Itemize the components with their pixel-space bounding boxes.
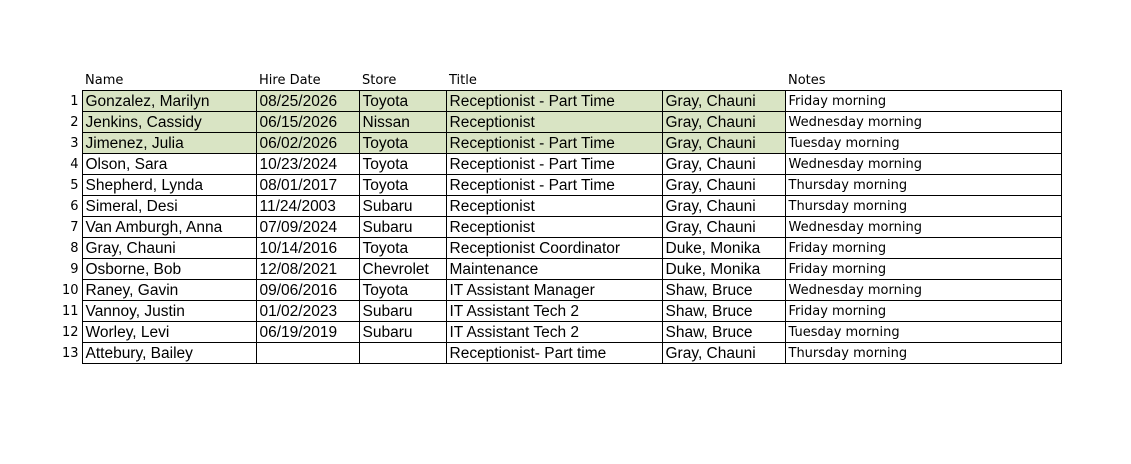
supervisor-cell[interactable]: Shaw, Bruce <box>662 301 785 322</box>
name-cell[interactable]: Gonzalez, Marilyn <box>82 91 256 112</box>
supervisor-cell[interactable]: Gray, Chauni <box>662 175 785 196</box>
name-header: Name <box>85 73 124 88</box>
store-cell[interactable] <box>359 343 446 364</box>
hire-date-header: Hire Date <box>259 73 321 88</box>
notes-cell[interactable]: Wednesday morning <box>785 112 1061 133</box>
supervisor-cell[interactable]: Shaw, Bruce <box>662 322 785 343</box>
title-cell[interactable]: IT Assistant Tech 2 <box>446 301 662 322</box>
supervisor-header <box>662 72 785 91</box>
store-cell[interactable]: Nissan <box>359 112 446 133</box>
name-cell[interactable]: Jimenez, Julia <box>82 133 256 154</box>
table-row <box>58 238 1061 259</box>
title-header: Title <box>449 73 477 88</box>
store-cell[interactable]: Toyota <box>359 280 446 301</box>
store-cell[interactable]: Chevrolet <box>359 259 446 280</box>
title-cell[interactable]: Receptionist - Part Time <box>446 154 662 175</box>
hire-date-cell[interactable]: 11/24/2003 <box>256 196 359 217</box>
notes-cell[interactable]: Friday morning <box>785 238 1061 259</box>
row-number[interactable]: 13 <box>61 345 79 361</box>
notes-cell[interactable]: Thursday morning <box>785 196 1061 217</box>
table-row <box>58 301 1061 322</box>
name-cell[interactable]: Worley, Levi <box>82 322 256 343</box>
hire-date-cell[interactable]: 07/09/2024 <box>256 217 359 238</box>
row-number[interactable]: 4 <box>70 156 79 172</box>
hire-date-cell[interactable]: 06/19/2019 <box>256 322 359 343</box>
store-cell[interactable]: Toyota <box>359 154 446 175</box>
store-cell[interactable]: Subaru <box>359 322 446 343</box>
title-cell[interactable]: Receptionist <box>446 196 662 217</box>
supervisor-cell[interactable]: Duke, Monika <box>662 238 785 259</box>
hire-date-cell[interactable] <box>256 343 359 364</box>
employee-table-container <box>58 72 1062 364</box>
supervisor-cell[interactable]: Gray, Chauni <box>662 154 785 175</box>
name-cell[interactable]: Jenkins, Cassidy <box>82 112 256 133</box>
notes-cell[interactable]: Tuesday morning <box>785 322 1061 343</box>
hire-date-cell[interactable]: 06/02/2026 <box>256 133 359 154</box>
store-cell[interactable]: Subaru <box>359 301 446 322</box>
row-number[interactable]: 3 <box>70 135 79 151</box>
hire-date-cell[interactable]: 06/15/2026 <box>256 112 359 133</box>
hire-date-cell[interactable]: 09/06/2016 <box>256 280 359 301</box>
title-cell[interactable]: Receptionist Coordinator <box>446 238 662 259</box>
hire-date-cell[interactable]: 01/02/2023 <box>256 301 359 322</box>
supervisor-cell[interactable]: Gray, Chauni <box>662 343 785 364</box>
store-cell[interactable]: Toyota <box>359 238 446 259</box>
notes-cell[interactable]: Wednesday morning <box>785 217 1061 238</box>
store-cell[interactable]: Toyota <box>359 91 446 112</box>
name-cell[interactable]: Simeral, Desi <box>82 196 256 217</box>
notes-cell[interactable]: Wednesday morning <box>785 154 1061 175</box>
title-cell[interactable]: IT Assistant Manager <box>446 280 662 301</box>
name-cell[interactable]: Vannoy, Justin <box>82 301 256 322</box>
supervisor-cell[interactable]: Gray, Chauni <box>662 91 785 112</box>
name-cell[interactable]: Gray, Chauni <box>82 238 256 259</box>
table-row <box>58 280 1061 301</box>
name-cell[interactable]: Osborne, Bob <box>82 259 256 280</box>
supervisor-cell[interactable]: Gray, Chauni <box>662 112 785 133</box>
table-row <box>58 217 1061 238</box>
hire-date-cell[interactable]: 08/01/2017 <box>256 175 359 196</box>
title-cell[interactable]: IT Assistant Tech 2 <box>446 322 662 343</box>
notes-header: Notes <box>788 73 826 88</box>
notes-cell[interactable]: Friday morning <box>785 91 1061 112</box>
row-number-header <box>58 72 82 91</box>
title-cell[interactable]: Receptionist - Part Time <box>446 91 662 112</box>
row-number[interactable]: 8 <box>70 240 79 256</box>
hire-date-cell[interactable]: 10/14/2016 <box>256 238 359 259</box>
title-cell[interactable]: Receptionist - Part Time <box>446 175 662 196</box>
notes-cell[interactable]: Tuesday morning <box>785 133 1061 154</box>
store-cell[interactable]: Subaru <box>359 196 446 217</box>
name-cell[interactable]: Shepherd, Lynda <box>82 175 256 196</box>
title-cell[interactable]: Receptionist <box>446 112 662 133</box>
name-cell[interactable]: Raney, Gavin <box>82 280 256 301</box>
supervisor-cell[interactable]: Duke, Monika <box>662 259 785 280</box>
table-row <box>58 91 1061 112</box>
hire-date-cell[interactable]: 12/08/2021 <box>256 259 359 280</box>
row-number[interactable]: 5 <box>70 177 79 193</box>
notes-cell[interactable]: Wednesday morning <box>785 280 1061 301</box>
table-row <box>58 175 1061 196</box>
store-cell[interactable]: Toyota <box>359 133 446 154</box>
title-cell[interactable]: Receptionist <box>446 217 662 238</box>
hire-date-cell[interactable]: 08/25/2026 <box>256 91 359 112</box>
title-cell[interactable]: Maintenance <box>446 259 662 280</box>
table-row <box>58 133 1061 154</box>
title-cell[interactable]: Receptionist- Part time <box>446 343 662 364</box>
row-number[interactable]: 12 <box>61 324 79 340</box>
table-row <box>58 154 1061 175</box>
hire-date-cell[interactable]: 10/23/2024 <box>256 154 359 175</box>
row-number[interactable]: 9 <box>70 261 79 277</box>
table-row <box>58 259 1061 280</box>
table-row <box>58 322 1061 343</box>
name-cell[interactable]: Van Amburgh, Anna <box>82 217 256 238</box>
row-number[interactable]: 1 <box>70 93 79 109</box>
title-cell[interactable]: Receptionist - Part Time <box>446 133 662 154</box>
store-cell[interactable]: Toyota <box>359 175 446 196</box>
notes-cell[interactable]: Friday morning <box>785 259 1061 280</box>
table-row <box>58 112 1061 133</box>
notes-cell[interactable]: Friday morning <box>785 301 1061 322</box>
row-number[interactable]: 2 <box>70 114 79 130</box>
store-cell[interactable]: Subaru <box>359 217 446 238</box>
row-number[interactable]: 6 <box>70 198 79 214</box>
store-header: Store <box>362 73 397 88</box>
row-number[interactable]: 10 <box>61 282 79 298</box>
table-row <box>58 343 1061 364</box>
header-row <box>58 72 1061 91</box>
supervisor-cell[interactable]: Gray, Chauni <box>662 196 785 217</box>
notes-cell[interactable]: Thursday morning <box>785 175 1061 196</box>
employee-table <box>58 72 1062 364</box>
name-cell[interactable]: Olson, Sara <box>82 154 256 175</box>
supervisor-cell[interactable]: Shaw, Bruce <box>662 280 785 301</box>
notes-cell[interactable]: Thursday morning <box>785 343 1061 364</box>
row-number[interactable]: 11 <box>61 303 79 319</box>
name-cell[interactable]: Attebury, Bailey <box>82 343 256 364</box>
row-number[interactable]: 7 <box>70 219 79 235</box>
supervisor-cell[interactable]: Gray, Chauni <box>662 133 785 154</box>
table-row <box>58 196 1061 217</box>
supervisor-cell[interactable]: Gray, Chauni <box>662 217 785 238</box>
